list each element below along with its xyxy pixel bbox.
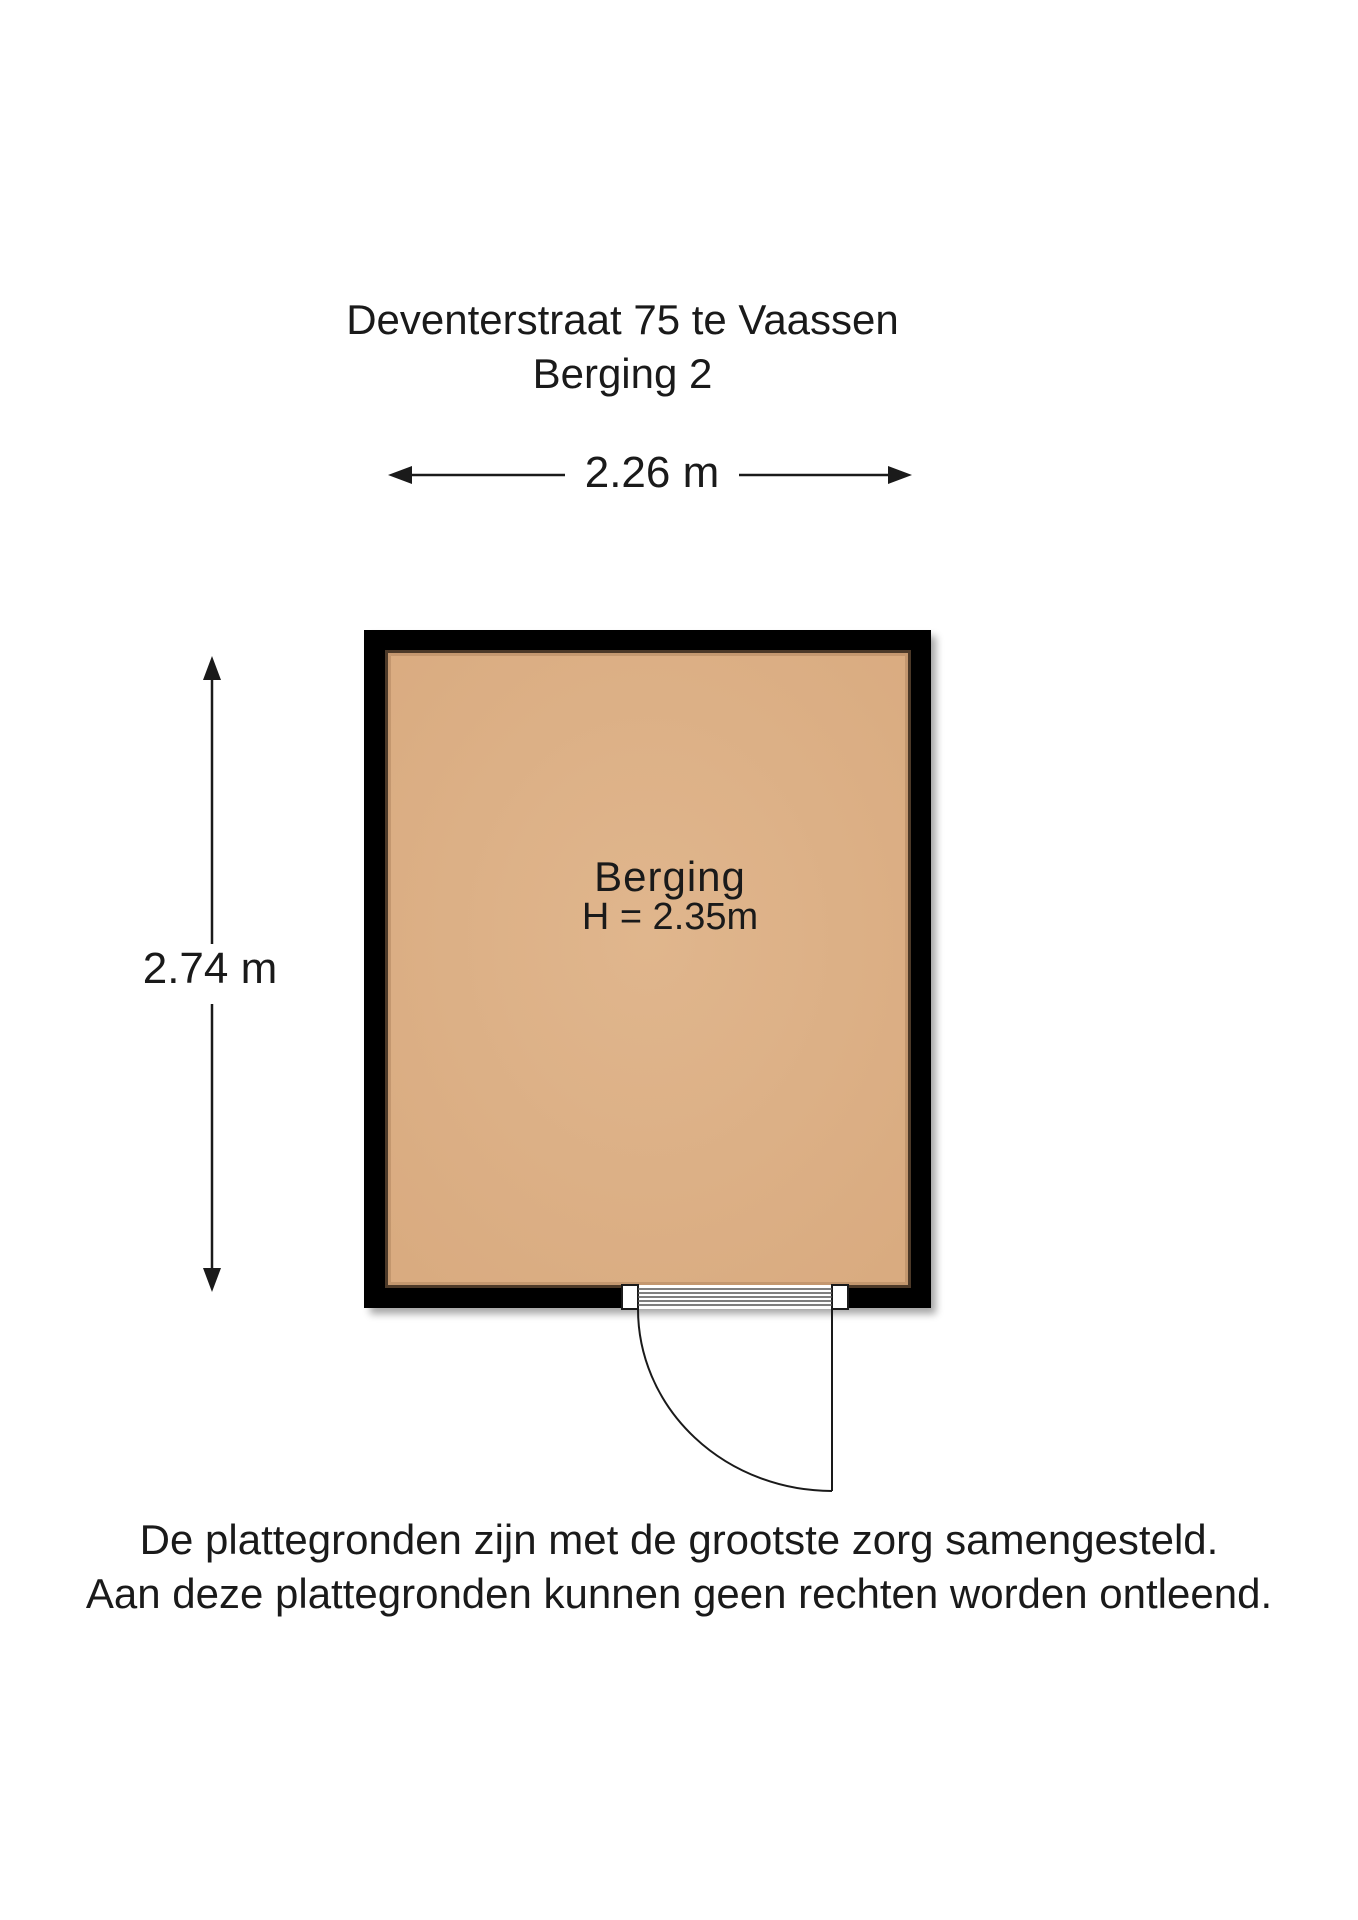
door-swing — [638, 1309, 832, 1491]
disclaimer-line-1: De plattegronden zijn met de grootste zorg samengesteld. — [139, 1516, 1219, 1563]
room-floor — [388, 653, 908, 1285]
disclaimer-line-2: Aan deze plattegronden kunnen geen rechten worden ontleend. — [85, 1570, 1273, 1617]
address-title: Deventerstraat 75 te Vaassen — [346, 296, 899, 343]
height-dimension-label: 2.74 m — [130, 944, 290, 994]
room-name-label: Berging — [594, 853, 746, 900]
room-height-label: H = 2.35m — [581, 896, 759, 938]
plan-subtitle: Berging 2 — [532, 350, 713, 397]
width-dimension-label: 2.26 m — [565, 448, 739, 498]
door-opening — [622, 1285, 848, 1309]
